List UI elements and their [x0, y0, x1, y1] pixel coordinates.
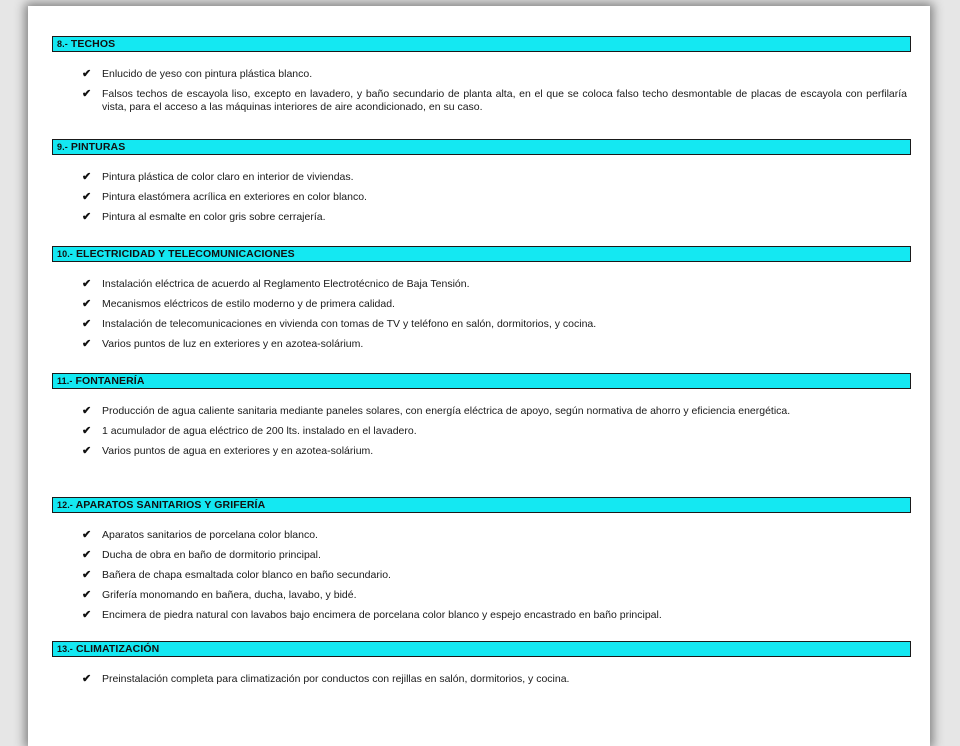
item-text: Falsos techos de escayola liso, excepto en lavadero, y baño secundario de planta alta, en el que se coloca falso techo desmontable de placas de escayola con perfilaría vista, para el acceso a las máquinas interiores de aire acondicionado, en su caso.	[102, 88, 907, 113]
item-list	[82, 405, 907, 465]
item-text: Encimera de piedra natural con lavabos bajo encimera de porcelana color blanco y espejo encastrado en baño principal.	[102, 609, 662, 621]
list-item	[82, 609, 907, 622]
item-text: Enlucido de yeso con pintura plástica blanco.	[102, 68, 313, 80]
item-text: Varios puntos de agua en exteriores y en azotea-solárium.	[102, 445, 374, 457]
section-title: APARATOS SANITARIOS Y GRIFERÍA	[75, 499, 266, 511]
item-text: Instalación de telecomunicaciones en vivienda con tomas de TV y teléfono en salón, dormitorios, y cocina.	[102, 318, 597, 330]
list-item	[82, 405, 907, 418]
item-text: Aparatos sanitarios de porcelana color blanco.	[102, 529, 318, 541]
checkmark-icon: ✔	[82, 68, 92, 80]
section-climatizacion	[52, 641, 911, 685]
section-header	[52, 246, 911, 262]
section-fontaneria	[52, 373, 911, 457]
item-text: Ducha de obra en baño de dormitorio principal.	[102, 549, 321, 561]
item-text: Varios puntos de luz en exteriores y en azotea-solárium.	[102, 338, 364, 350]
item-list	[82, 673, 907, 693]
section-number: 12.-	[57, 500, 73, 510]
list-item	[82, 338, 907, 351]
section-title: ELECTRICIDAD Y TELECOMUNICACIONES	[75, 248, 295, 260]
section-header	[52, 497, 911, 513]
checkmark-icon: ✔	[82, 318, 92, 330]
item-list	[82, 68, 907, 121]
document-page	[28, 6, 930, 746]
item-text: 1 acumulador de agua eléctrico de 200 lts. instalado en el lavadero.	[102, 425, 417, 437]
list-item	[82, 171, 907, 184]
list-item	[82, 425, 907, 438]
item-text: Preinstalación completa para climatización por conductos con rejillas en salón, dormitorios, y cocina.	[102, 673, 570, 685]
checkmark-icon: ✔	[82, 405, 92, 417]
checkmark-icon: ✔	[82, 338, 92, 350]
list-item	[82, 589, 907, 602]
list-item	[82, 529, 907, 542]
list-item	[82, 88, 907, 114]
checkmark-icon: ✔	[82, 425, 92, 437]
checkmark-icon: ✔	[82, 171, 92, 183]
list-item	[82, 549, 907, 562]
item-list	[82, 171, 907, 231]
section-title: TECHOS	[70, 38, 116, 50]
item-list	[82, 529, 907, 629]
item-text: Pintura plástica de color claro en interior de viviendas.	[102, 171, 354, 183]
section-techos	[52, 36, 911, 113]
section-header	[52, 373, 911, 389]
section-title: FONTANERÍA	[75, 375, 145, 387]
section-header	[52, 36, 911, 52]
section-number: 9.-	[57, 142, 68, 152]
list-item	[82, 278, 907, 291]
item-text: Mecanismos eléctricos de estilo moderno y de primera calidad.	[102, 298, 395, 310]
section-number: 13.-	[57, 644, 73, 654]
item-text: Pintura al esmalte en color gris sobre cerrajería.	[102, 211, 326, 223]
section-aparatos-sanitarios	[52, 497, 911, 621]
list-item	[82, 191, 907, 204]
item-list	[82, 278, 907, 358]
list-item	[82, 211, 907, 224]
section-number: 10.-	[57, 249, 73, 259]
section-title: CLIMATIZACIÓN	[75, 643, 160, 655]
checkmark-icon: ✔	[82, 191, 92, 203]
checkmark-icon: ✔	[82, 589, 92, 601]
section-number: 11.-	[57, 376, 73, 386]
checkmark-icon: ✔	[82, 609, 92, 621]
list-item	[82, 673, 907, 686]
checkmark-icon: ✔	[82, 298, 92, 310]
checkmark-icon: ✔	[82, 211, 92, 223]
checkmark-icon: ✔	[82, 278, 92, 290]
section-pinturas	[52, 139, 911, 223]
section-header	[52, 139, 911, 155]
list-item	[82, 569, 907, 582]
section-title: PINTURAS	[70, 141, 126, 153]
checkmark-icon: ✔	[82, 529, 92, 541]
item-text: Producción de agua caliente sanitaria mediante paneles solares, con energía eléctrica de apoyo, según normativa de ahorro y eficiencia energética.	[102, 405, 791, 417]
item-text: Bañera de chapa esmaltada color blanco en baño secundario.	[102, 569, 391, 581]
item-text: Grifería monomando en bañera, ducha, lavabo, y bidé.	[102, 589, 357, 601]
list-item	[82, 318, 907, 331]
item-text: Instalación eléctrica de acuerdo al Reglamento Electrotécnico de Baja Tensión.	[102, 278, 470, 290]
item-text: Pintura elastómera acrílica en exteriores en color blanco.	[102, 191, 367, 203]
section-header	[52, 641, 911, 657]
list-item	[82, 445, 907, 458]
section-number: 8.-	[57, 39, 68, 49]
checkmark-icon: ✔	[82, 445, 92, 457]
checkmark-icon: ✔	[82, 673, 92, 685]
section-electricidad	[52, 246, 911, 350]
checkmark-icon: ✔	[82, 88, 92, 100]
list-item	[82, 298, 907, 311]
checkmark-icon: ✔	[82, 569, 92, 581]
list-item	[82, 68, 907, 81]
checkmark-icon: ✔	[82, 549, 92, 561]
